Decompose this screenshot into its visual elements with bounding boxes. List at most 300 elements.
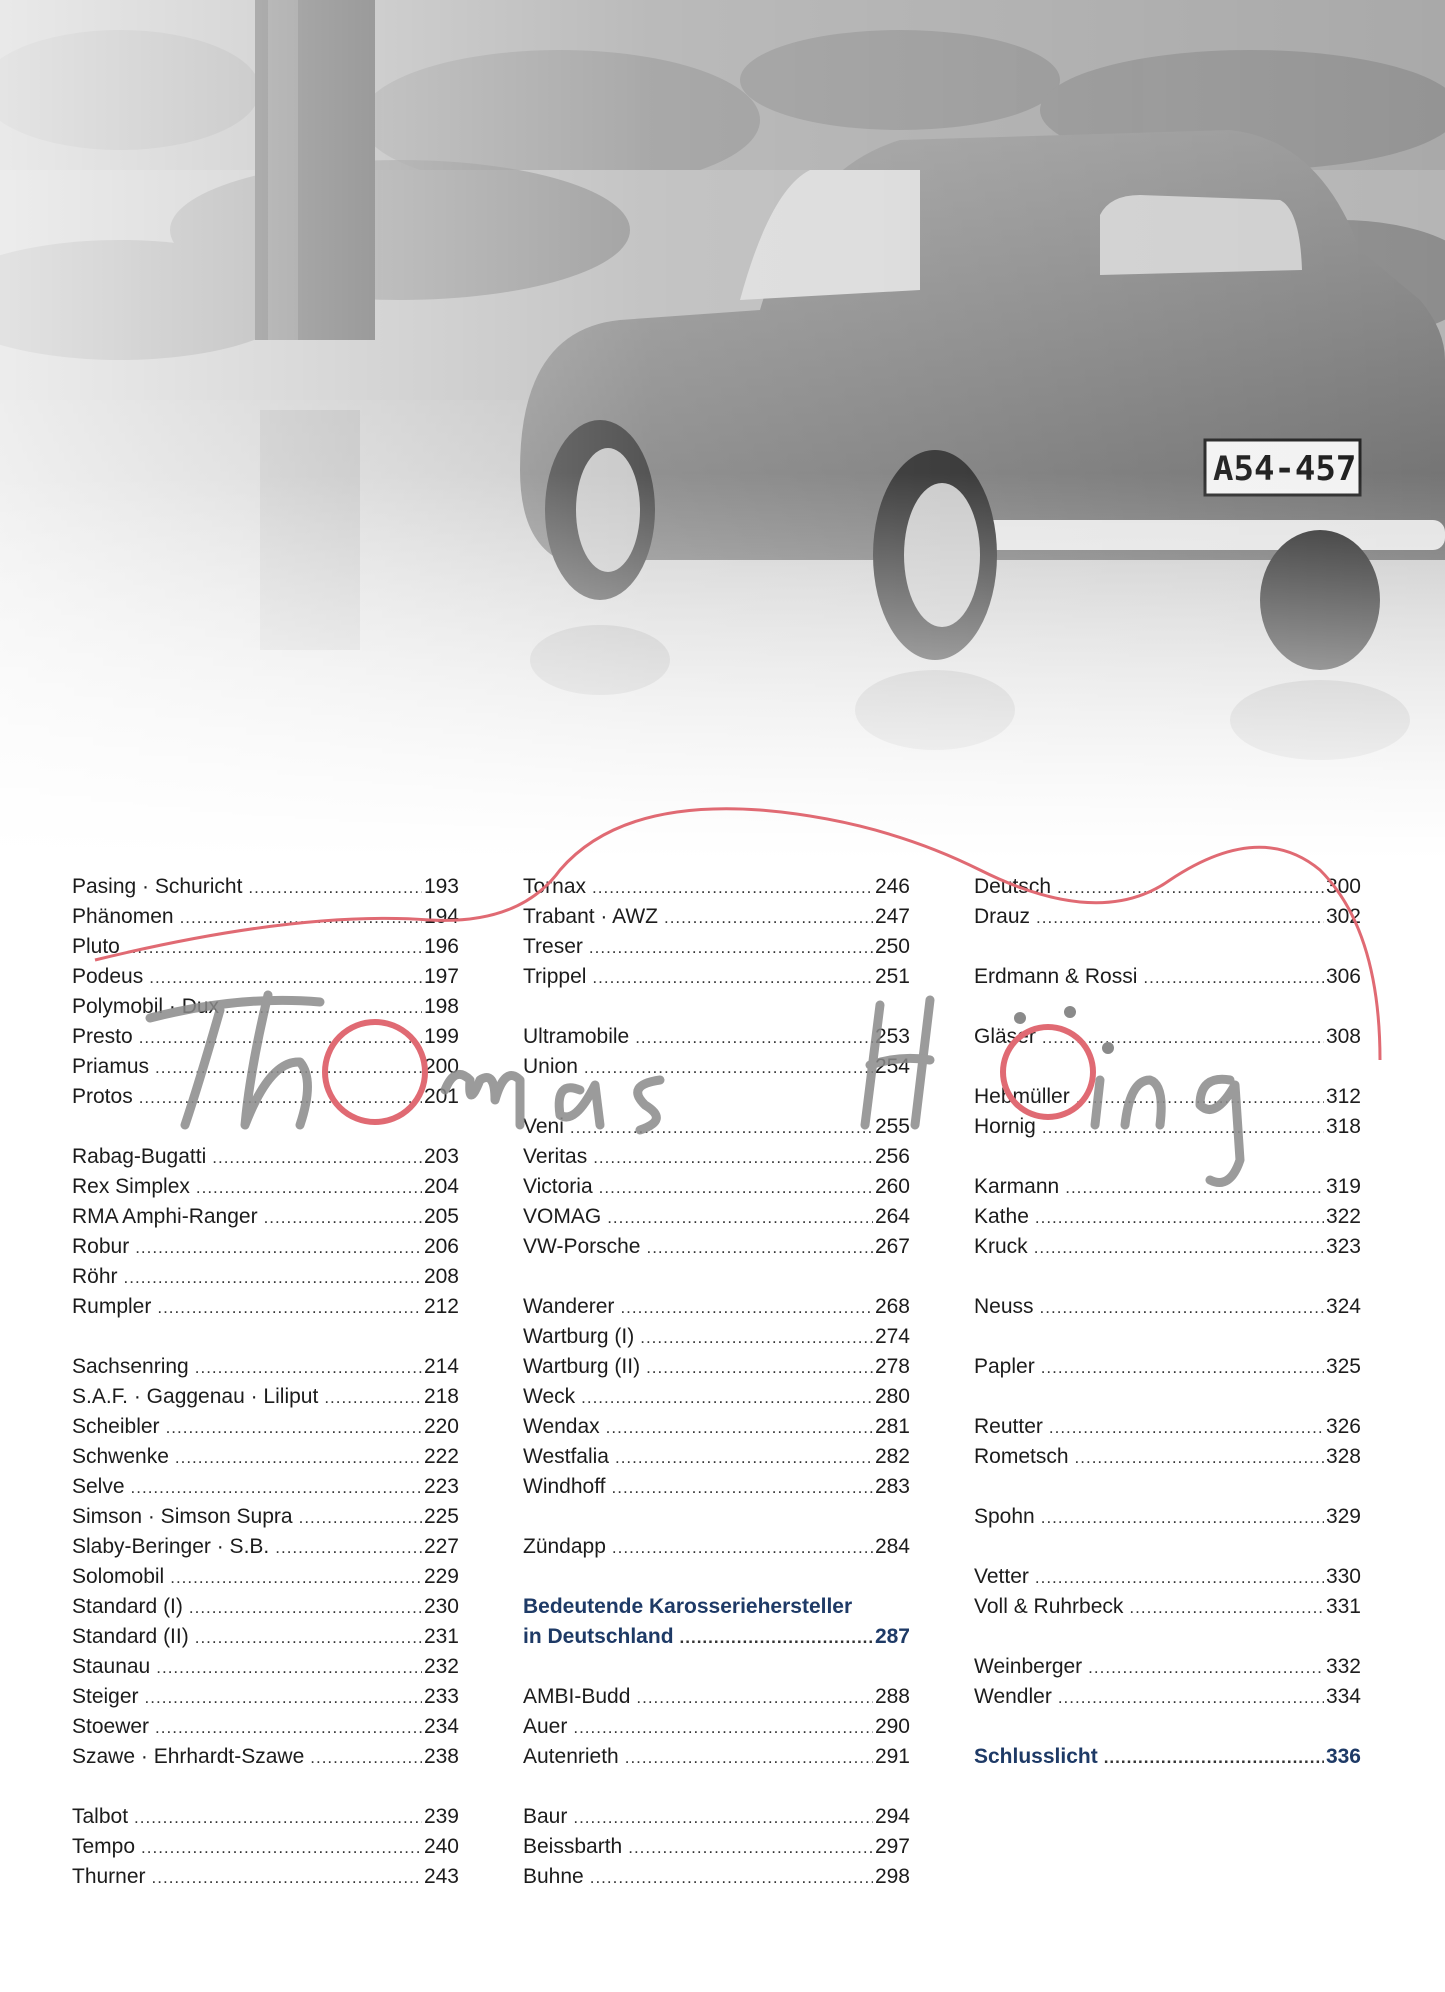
dot-leader	[1035, 1203, 1324, 1233]
index-entry[interactable]	[72, 1742, 459, 1772]
index-entry[interactable]	[523, 1442, 910, 1472]
entry-page-number: 280	[874, 1385, 910, 1408]
dot-leader	[275, 1533, 422, 1563]
dot-leader	[126, 933, 422, 963]
entry-name: Deutsch	[974, 875, 1052, 898]
entry-page-number: 222	[423, 1445, 459, 1468]
entry-name: Steiger	[72, 1685, 139, 1708]
entry-name: Wartburg (I)	[523, 1325, 635, 1348]
index-entry[interactable]	[72, 1862, 459, 1892]
dot-leader	[636, 1683, 873, 1713]
index-entry[interactable]	[72, 1352, 459, 1382]
entry-page-number: 200	[423, 1055, 459, 1078]
spacer	[974, 1532, 1361, 1562]
entry-page-number: 256	[874, 1145, 910, 1168]
entry-page-number: 201	[423, 1085, 459, 1108]
index-entry[interactable]	[72, 962, 459, 992]
index-entry[interactable]	[72, 1412, 459, 1442]
dot-leader	[615, 1443, 873, 1473]
index-entry[interactable]	[523, 1802, 910, 1832]
entry-page-number: 319	[1325, 1175, 1361, 1198]
index-entry[interactable]	[72, 1202, 459, 1232]
index-entry[interactable]	[72, 1682, 459, 1712]
entry-page-number: 336	[1325, 1745, 1361, 1768]
dot-leader	[592, 873, 873, 903]
index-entry[interactable]	[523, 1622, 910, 1652]
index-entry[interactable]	[523, 1322, 910, 1352]
entry-page-number: 231	[423, 1625, 459, 1648]
dot-leader	[145, 1683, 422, 1713]
entry-name: Thurner	[72, 1865, 146, 1888]
entry-page-number: 218	[423, 1385, 459, 1408]
index-entry[interactable]	[974, 1742, 1361, 1772]
index-entry[interactable]	[72, 1712, 459, 1742]
entry-page-number: 229	[423, 1565, 459, 1588]
entry-name: Presto	[72, 1025, 133, 1048]
spacer	[523, 1772, 910, 1802]
dot-leader	[124, 1263, 422, 1293]
index-entry[interactable]	[72, 1802, 459, 1832]
index-entry[interactable]	[72, 1622, 459, 1652]
dot-leader	[1129, 1593, 1324, 1623]
dot-leader	[135, 1233, 422, 1263]
index-entry[interactable]	[974, 1202, 1361, 1232]
entry-name: Autenrieth	[523, 1745, 619, 1768]
entry-name: Reutter	[974, 1415, 1043, 1438]
index-entry[interactable]	[974, 1412, 1361, 1442]
entry-page-number: 255	[874, 1115, 910, 1138]
entry-name: Union	[523, 1055, 578, 1078]
entry-page-number: 281	[874, 1415, 910, 1438]
index-entry[interactable]	[72, 1532, 459, 1562]
index-entry[interactable]	[974, 1592, 1361, 1622]
dot-leader	[635, 1023, 873, 1053]
entry-page-number: 297	[874, 1835, 910, 1858]
entry-page-number: 247	[874, 905, 910, 928]
index-entry[interactable]	[523, 1382, 910, 1412]
entry-name: Schlusslicht	[974, 1745, 1098, 1768]
entry-name: Spohn	[974, 1505, 1035, 1528]
entry-name: Rex Simplex	[72, 1175, 190, 1198]
dot-leader	[170, 1563, 422, 1593]
entry-page-number: 204	[423, 1175, 459, 1198]
entry-name: Trippel	[523, 965, 587, 988]
car-photo	[0, 0, 1445, 860]
entry-page-number: 233	[423, 1685, 459, 1708]
spacer	[523, 992, 910, 1022]
dot-leader	[248, 873, 422, 903]
index-entry[interactable]	[974, 962, 1361, 992]
entry-page-number: 306	[1325, 965, 1361, 988]
entry-page-number: 198	[423, 995, 459, 1018]
spacer	[974, 1382, 1361, 1412]
index-entry[interactable]	[523, 1112, 910, 1142]
entry-page-number: 298	[874, 1865, 910, 1888]
index-entry[interactable]	[72, 902, 459, 932]
spacer	[974, 1142, 1361, 1172]
dot-leader	[139, 1023, 422, 1053]
index-entry[interactable]	[974, 1442, 1361, 1472]
spacer	[974, 932, 1361, 962]
entry-page-number: 274	[874, 1325, 910, 1348]
spacer	[523, 1262, 910, 1292]
entry-page-number: 206	[423, 1235, 459, 1258]
dot-leader	[589, 933, 873, 963]
entry-page-number: 318	[1325, 1115, 1361, 1138]
dot-leader	[628, 1833, 873, 1863]
entry-name: Hebmüller	[974, 1085, 1070, 1108]
dot-leader	[1041, 1353, 1324, 1383]
dot-leader	[264, 1203, 422, 1233]
spacer	[974, 1262, 1361, 1292]
spacer	[974, 1622, 1361, 1652]
entry-page-number: 287	[874, 1625, 910, 1648]
spacer	[523, 1082, 910, 1112]
spacer	[72, 1322, 459, 1352]
index-entry[interactable]	[523, 1532, 910, 1562]
index-entry[interactable]	[72, 1262, 459, 1292]
dot-leader	[599, 1173, 873, 1203]
index-column-2	[523, 872, 910, 1892]
section-heading: Bedeutende Karosseriehersteller	[523, 1595, 853, 1618]
entry-name: Priamus	[72, 1055, 150, 1078]
entry-name: Robur	[72, 1235, 130, 1258]
entry-page-number: 278	[874, 1355, 910, 1378]
index-column-3	[974, 872, 1361, 1772]
entry-name: Solomobil	[72, 1565, 165, 1588]
dot-leader	[590, 1863, 873, 1893]
entry-page-number: 322	[1325, 1205, 1361, 1228]
entry-name: Gläser	[974, 1025, 1036, 1048]
dot-leader	[646, 1233, 872, 1263]
index-entry[interactable]	[974, 902, 1361, 932]
entry-page-number: 260	[874, 1175, 910, 1198]
entry-name: Wartburg (II)	[523, 1355, 641, 1378]
dot-leader	[646, 1353, 873, 1383]
dot-leader	[640, 1323, 873, 1353]
entry-page-number: 267	[874, 1235, 910, 1258]
car-photo-icon	[0, 0, 1445, 860]
dot-leader	[1042, 1023, 1324, 1053]
entry-page-number: 193	[423, 875, 459, 898]
dot-leader	[131, 1473, 422, 1503]
entry-page-number: 194	[423, 905, 459, 928]
index-entry[interactable]	[974, 1682, 1361, 1712]
entry-page-number: 323	[1325, 1235, 1361, 1258]
dot-leader	[180, 903, 422, 933]
entry-page-number: 239	[423, 1805, 459, 1828]
index-entry[interactable]	[72, 872, 459, 902]
index-entry[interactable]	[974, 1172, 1361, 1202]
entry-page-number: 238	[423, 1745, 459, 1768]
dot-leader	[152, 1863, 422, 1893]
entry-name: Drauz	[974, 905, 1031, 928]
entry-page-number: 308	[1325, 1025, 1361, 1048]
entry-page-number: 223	[423, 1475, 459, 1498]
entry-page-number: 246	[874, 875, 910, 898]
dot-leader	[155, 1713, 422, 1743]
dot-leader	[1104, 1743, 1324, 1773]
entry-page-number: 300	[1325, 875, 1361, 898]
index-column-1	[72, 872, 459, 1892]
spacer	[974, 1472, 1361, 1502]
index-entry[interactable]	[72, 1472, 459, 1502]
dot-leader	[1057, 873, 1324, 903]
index-entry[interactable]	[974, 1352, 1361, 1382]
index-entry[interactable]	[523, 1832, 910, 1862]
dot-leader	[1065, 1173, 1324, 1203]
dot-leader	[1076, 1083, 1324, 1113]
dot-leader	[134, 1803, 422, 1833]
entry-name: Ultramobile	[523, 1025, 630, 1048]
dot-leader	[573, 1713, 873, 1743]
entry-page-number: 199	[423, 1025, 459, 1048]
dot-leader	[1042, 1113, 1324, 1143]
entry-name: Hornig	[974, 1115, 1036, 1138]
entry-name: Sachsenring	[72, 1355, 189, 1378]
entry-page-number: 326	[1325, 1415, 1361, 1438]
index-entry[interactable]	[974, 1022, 1361, 1052]
entry-name: Phänomen	[72, 905, 174, 928]
entry-name: Kathe	[974, 1205, 1029, 1228]
index-entry[interactable]	[523, 902, 910, 932]
entry-name: Neuss	[974, 1295, 1034, 1318]
index-entry[interactable]	[72, 1382, 459, 1412]
dot-leader	[1143, 963, 1324, 993]
entry-name: Staunau	[72, 1655, 151, 1678]
index-entry[interactable]	[523, 872, 910, 902]
entry-name: Szawe · Ehrhardt-Szawe	[72, 1745, 305, 1768]
entry-name: Slaby-Beringer · S.B.	[72, 1535, 270, 1558]
entry-page-number: 330	[1325, 1565, 1361, 1588]
dot-leader	[607, 1203, 873, 1233]
entry-name: Schwenke	[72, 1445, 169, 1468]
dot-leader	[1088, 1653, 1324, 1683]
index-entry[interactable]	[974, 1562, 1361, 1592]
entry-page-number: 324	[1325, 1295, 1361, 1318]
entry-name: Vetter	[974, 1565, 1029, 1588]
index-entry[interactable]	[72, 1442, 459, 1472]
dot-leader	[175, 1443, 422, 1473]
dot-leader	[310, 1743, 422, 1773]
entry-name: Rabag-Bugatti	[72, 1145, 207, 1168]
entry-page-number: 325	[1325, 1355, 1361, 1378]
index-entry[interactable]	[974, 1652, 1361, 1682]
dot-leader	[156, 1653, 422, 1683]
entry-name: S.A.F. · Gaggenau · Liliput	[72, 1385, 319, 1408]
dot-leader	[612, 1533, 873, 1563]
entry-name: Voll & Ruhrbeck	[974, 1595, 1124, 1618]
entry-name: Erdmann & Rossi	[974, 965, 1138, 988]
entry-page-number: 251	[874, 965, 910, 988]
entry-name: Scheibler	[72, 1415, 160, 1438]
entry-page-number: 254	[874, 1055, 910, 1078]
index-entry[interactable]	[523, 1052, 910, 1082]
index-entry[interactable]	[72, 1232, 459, 1262]
entry-name: Talbot	[72, 1805, 129, 1828]
index-entry[interactable]	[974, 1112, 1361, 1142]
entry-page-number: 328	[1325, 1445, 1361, 1468]
index-entry[interactable]	[523, 1292, 910, 1322]
index-entry[interactable]	[523, 1712, 910, 1742]
dot-leader	[581, 1383, 873, 1413]
dot-leader	[166, 1413, 422, 1443]
entry-page-number: 282	[874, 1445, 910, 1468]
entry-name: Simson · Simson Supra	[72, 1505, 293, 1528]
entry-page-number: 234	[423, 1715, 459, 1738]
dot-leader	[196, 1173, 422, 1203]
entry-page-number: 197	[423, 965, 459, 988]
index-entry[interactable]	[72, 932, 459, 962]
entry-page-number: 208	[423, 1265, 459, 1288]
dot-leader	[149, 963, 422, 993]
entry-name: VW-Porsche	[523, 1235, 641, 1258]
dot-leader	[141, 1833, 422, 1863]
entry-page-number: 212	[423, 1295, 459, 1318]
index-entry[interactable]	[523, 1742, 910, 1772]
index-entry[interactable]	[523, 962, 910, 992]
entry-page-number: 225	[423, 1505, 459, 1528]
entry-page-number: 290	[874, 1715, 910, 1738]
entry-page-number: 291	[874, 1745, 910, 1768]
index-entry[interactable]	[523, 1022, 910, 1052]
spacer	[523, 1562, 910, 1592]
entry-name: Karmann	[974, 1175, 1060, 1198]
entry-name: Kruck	[974, 1235, 1028, 1258]
index-entry[interactable]	[974, 872, 1361, 902]
entry-page-number: 196	[423, 935, 459, 958]
entry-page-number: 232	[423, 1655, 459, 1678]
dot-leader	[299, 1503, 422, 1533]
index-entry[interactable]	[72, 1832, 459, 1862]
entry-page-number: 243	[423, 1865, 459, 1888]
entry-name: Weck	[523, 1385, 576, 1408]
entry-name: VOMAG	[523, 1205, 602, 1228]
entry-name: Buhne	[523, 1865, 584, 1888]
dot-leader	[625, 1743, 873, 1773]
index-entry[interactable]	[523, 1862, 910, 1892]
dot-leader	[189, 1593, 422, 1623]
entry-page-number: 334	[1325, 1685, 1361, 1708]
entry-name: Baur	[523, 1805, 568, 1828]
entry-page-number: 294	[874, 1805, 910, 1828]
dot-leader	[1075, 1443, 1324, 1473]
dot-leader	[612, 1473, 873, 1503]
entry-page-number: 230	[423, 1595, 459, 1618]
entry-name: Rometsch	[974, 1445, 1069, 1468]
dot-leader	[195, 1353, 422, 1383]
entry-page-number: 331	[1325, 1595, 1361, 1618]
spacer	[974, 992, 1361, 1022]
dot-leader	[573, 1803, 873, 1833]
index-entry[interactable]	[974, 1232, 1361, 1262]
entry-page-number: 203	[423, 1145, 459, 1168]
index-entry[interactable]	[974, 1082, 1361, 1112]
dot-leader	[155, 1053, 422, 1083]
entry-name: Wanderer	[523, 1295, 615, 1318]
entry-name: Polymobil · Dux	[72, 995, 220, 1018]
entry-page-number: 264	[874, 1205, 910, 1228]
spacer	[974, 1712, 1361, 1742]
dot-leader	[664, 903, 873, 933]
entry-name: Beissbarth	[523, 1835, 623, 1858]
entry-name: Rumpler	[72, 1295, 152, 1318]
index-entry[interactable]	[72, 1592, 459, 1622]
index-entry[interactable]	[72, 1142, 459, 1172]
dot-leader	[1058, 1683, 1324, 1713]
entry-page-number: 268	[874, 1295, 910, 1318]
index-entry[interactable]	[974, 1292, 1361, 1322]
entry-page-number: 329	[1325, 1505, 1361, 1528]
entry-name: Wendler	[974, 1685, 1052, 1708]
spacer	[72, 1772, 459, 1802]
entry-name: Weinberger	[974, 1655, 1083, 1678]
index-entry[interactable]	[523, 1352, 910, 1382]
index-entry[interactable]	[523, 1142, 910, 1172]
entry-name: Podeus	[72, 965, 144, 988]
entry-name: in Deutschland	[523, 1625, 674, 1648]
entry-page-number: 312	[1325, 1085, 1361, 1108]
index-entry[interactable]	[523, 1202, 910, 1232]
index-entry[interactable]	[523, 1682, 910, 1712]
index-entry[interactable]	[974, 1502, 1361, 1532]
entry-page-number: 283	[874, 1475, 910, 1498]
entry-name: Wendax	[523, 1415, 600, 1438]
spacer	[974, 1322, 1361, 1352]
index-entry[interactable]	[72, 992, 459, 1022]
entry-page-number: 220	[423, 1415, 459, 1438]
entry-page-number: 214	[423, 1355, 459, 1378]
entry-name: Stoewer	[72, 1715, 150, 1738]
entry-page-number: 302	[1325, 905, 1361, 928]
dot-leader	[1040, 1293, 1324, 1323]
index-entry[interactable]	[72, 1292, 459, 1322]
entry-name: Protos	[72, 1085, 133, 1108]
entry-name: AMBI-Budd	[523, 1685, 631, 1708]
entry-name: Zündapp	[523, 1535, 606, 1558]
entry-page-number: 250	[874, 935, 910, 958]
entry-name: Trabant · AWZ	[523, 905, 658, 928]
entry-name: Veni	[523, 1115, 564, 1138]
dot-leader	[157, 1293, 422, 1323]
index-entry[interactable]	[523, 1172, 910, 1202]
index-entry[interactable]	[523, 932, 910, 962]
index-entry[interactable]	[72, 1172, 459, 1202]
index-entry[interactable]	[72, 1502, 459, 1532]
entry-name: Westfalia	[523, 1445, 609, 1468]
entry-name: Standard (II)	[72, 1625, 189, 1648]
spacer	[523, 1652, 910, 1682]
index-entry[interactable]	[72, 1082, 459, 1112]
entry-name: Papler	[974, 1355, 1035, 1378]
index-entry[interactable]	[523, 1412, 910, 1442]
index-entry[interactable]	[72, 1652, 459, 1682]
entry-name: Victoria	[523, 1175, 593, 1198]
entry-name: Selve	[72, 1475, 125, 1498]
entry-name: Tornax	[523, 875, 587, 898]
index-entry[interactable]	[72, 1052, 459, 1082]
index-entry[interactable]	[72, 1022, 459, 1052]
index-entry[interactable]	[523, 1472, 910, 1502]
index-entry[interactable]	[72, 1562, 459, 1592]
dot-leader	[195, 1623, 422, 1653]
entry-page-number: 253	[874, 1025, 910, 1048]
entry-page-number: 227	[423, 1535, 459, 1558]
dot-leader	[1036, 903, 1324, 933]
dot-leader	[593, 1143, 873, 1173]
index-entry[interactable]	[523, 1232, 910, 1262]
dot-leader	[592, 963, 873, 993]
